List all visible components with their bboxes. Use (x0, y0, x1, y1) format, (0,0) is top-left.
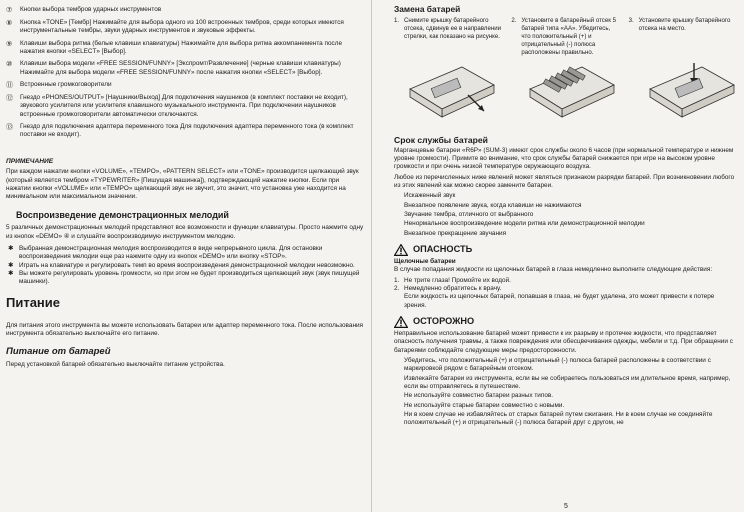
control-item-text: Клавиши выбора ритма (белые клавиши клавиатуры) Нажимайте для выбора ритма аккомпанемента после нажатия кнопки «SELECT» [Выбор]. (20, 39, 342, 56)
control-item-text: Встроенные громкоговорители (20, 81, 112, 89)
life-symptom: Искаженный звук (404, 192, 456, 200)
caution-item: Убедитесь, что положительный (+) и отрицательный (-) полюса батарей расположены в соответствии с маркировкой рядом с батарейным отсеком. (404, 356, 711, 373)
control-item (6, 40, 364, 57)
danger-after-text: Если жидкость из щелочных батарей, попавшая в глаза, не будет удалена, это может привести к потере зрения. (404, 293, 715, 309)
danger-step (394, 277, 738, 285)
replace-step-number: 1. (394, 16, 400, 24)
caution-heading-text: ОСТОРОЖНО (413, 315, 475, 326)
demo-bullet (8, 262, 364, 270)
caution-item: Не используйте совместно батареи разных типов. (404, 392, 554, 400)
control-item-number: ⑫ (6, 95, 13, 103)
bullet-marker: ✱ (8, 261, 14, 269)
danger-steps-list (394, 277, 738, 294)
page-number: 5 (564, 503, 568, 510)
life-symptoms-list (404, 192, 738, 238)
caution-item: Ни в коем случае не избавляйтесь от старых батарей путем сжигания. Ни в коем случае не соединяйте положительный (+) и отрицательный (-) полюса батарей друг с другом, не (404, 410, 713, 427)
control-item (6, 6, 364, 15)
danger-step-number: 1. (394, 276, 400, 284)
controls-list (6, 6, 364, 140)
control-item-number: ⑦ (6, 7, 13, 14)
control-item-text: Гнездо для подключения адаптера переменного тока Для подключения адаптера переменного тока (в комплект поставки не входит). (20, 123, 354, 139)
life-symptom: Внезапное появление звука, когда клавиши не нажимаются (404, 201, 582, 209)
danger-heading (394, 244, 738, 256)
replace-step (394, 17, 503, 57)
power-heading: Питание (6, 294, 61, 310)
demo-bullet-text: Вы можете регулировать уровень громкости, но при этом не будет производиться щелкающий звук (звук пишущей машинки). (19, 270, 360, 286)
caution-item: Не используйте старые батареи совместно с новыми. (404, 401, 565, 409)
replace-steps (394, 17, 738, 57)
demo-text: 5 различных демонстрационных мелодий представляют все возможности и функции клавиатуры. Просто нажмите одну из кнопок «DEMO» ④ и слушайте воспроизводимую инструментом мелодию. (6, 224, 364, 240)
control-item-text: Кнопка «TONE» [Тембр] Нажимайте для выбора одного из 100 встроенных тембров, среди которых имеются инструментальные тембры, звуки ударных инструментов и звуковые эффекты. (20, 19, 344, 35)
danger-heading-text: ОПАСНОСТЬ (413, 244, 473, 254)
life-symptom: Звучание тембра, отличного от выбранного (404, 211, 534, 218)
control-item-number: ⑩ (6, 61, 13, 69)
control-item (6, 60, 364, 77)
demo-bullet (8, 270, 364, 287)
warning-triangle-icon (394, 244, 408, 256)
life-symptom: Ненормальное воспроизведение модели ритма или демонстрационной мелодии (404, 220, 645, 228)
battery-figures (402, 59, 738, 129)
control-item-text: Кнопки выбора тембров ударных инструментов (20, 6, 162, 13)
replace-heading: Замена батарей (394, 4, 461, 14)
danger-step-number: 2. (394, 284, 400, 292)
power-text: Для питания этого инструмента вы можете использовать батареи или адаптер переменного тока. После использования инструмента обязательно выключайте его питание. (6, 321, 363, 337)
battery-insert-figure (522, 59, 618, 125)
battery-cover-removal-figure (402, 59, 498, 125)
note-text: При каждом нажатии кнопки «VOLUME», «TEMPO», «PATTERN SELECT» или «TONE» производится щелкающий звук (который является тембром «TYPEWRITER» [Пишущая машинка]), подтверждающий нажатие кнопки. Если при нажатии кнопки «VOLUME» или «TEMPO» щелкающий звук не звучит, это значит, что установка уже находится на минимальном или максимальном значении. (6, 168, 359, 201)
control-item-text: Клавиши выбора модели «FREE SESSION/FUNNY» [Экспромт/Развлечение] (черные клавиши клавиатуры) Нажимайте для выбора модели «FREE SESSION/FUNNY» после нажатия кнопки «SELECT» [Выбор]. (20, 60, 341, 76)
demo-heading: Воспроизведение демонстрационных мелодий (16, 209, 229, 220)
demo-bullet (8, 245, 364, 262)
bullet-marker: ✱ (8, 245, 14, 253)
replace-step (511, 17, 620, 57)
control-item-number: ⑪ (6, 82, 13, 90)
control-item (6, 94, 364, 119)
danger-subheading: Щелочные батареи (394, 257, 456, 265)
note-heading: ПРИМЕЧАНИЕ (6, 157, 54, 165)
battery-cover-replace-figure (642, 59, 738, 125)
life-heading: Срок службы батарей (394, 134, 488, 145)
bullet-marker: ✱ (8, 270, 14, 277)
caution-text: Неправильное использование батарей может привести к их разрыву и протечке жидкости, что представляет опасность получения травмы, а также повреждения или обесцвечивания одежды, мебели и т.д. При обращении с батареями соблюдайте следующие меры предосторожности. (394, 329, 733, 354)
replace-step-number: 2. (511, 16, 517, 24)
control-item-number: ⑬ (6, 124, 13, 132)
replace-step-number: 3. (628, 16, 634, 24)
danger-step-text: Немедленно обратитесь к врачу. (404, 284, 502, 292)
battery-text: Перед установкой батарей обязательно выключайте питание устройства. (6, 360, 225, 368)
control-item-text: Гнездо «PHONES/OUTPUT» [Наушники/Выход] Для подключения наушников (в комплект поставки не входит), звукового усилителя или усилителя клавишного музыкального инструмента. При подключении наушников встроенные громкоговорители автоматически отключаются. (20, 94, 348, 118)
control-item (6, 19, 364, 36)
demo-bullets (6, 245, 364, 287)
battery-heading: Питание от батарей (6, 346, 111, 358)
replace-step-text: Установите крышку батарейного отсека на место. (638, 16, 731, 32)
danger-step-text: Не трите глаза! Промойте их водой. (404, 276, 511, 284)
control-item (6, 81, 364, 90)
life-text-2: Любое из перечисленных ниже явлений может являться признаком разрядки батарей. При возникновении любого из этих явлений как можно скорее замените батареи. (394, 173, 735, 190)
warning-triangle-icon (394, 316, 408, 328)
caution-heading (394, 316, 738, 328)
demo-bullet-text: Выбранная демонстрационная мелодия воспроизводится в виде непрерывного цикла. Для остановки воспроизведения мелодии еще раз нажмите одну из кнопок «DEMO» или кнопку «STOP». (19, 245, 323, 261)
control-item-number: ⑨ (6, 40, 13, 48)
control-item-number: ⑧ (6, 20, 13, 28)
right-page (372, 0, 744, 512)
danger-text: В случае попадания жидкости из щелочных батарей в глаза немедленно выполните следующие действия: (394, 266, 713, 274)
caution-list (404, 357, 738, 428)
caution-item: Извлекайте батареи из инструмента, если вы не собираетесь пользоваться им длительное время, например, если вы отправляетесь в путешествие. (404, 374, 731, 390)
replace-step (629, 17, 738, 57)
control-item (6, 123, 364, 140)
life-text-1: Марганцевые батареи «R6P» (SUM-3) имеют срок службы около 6 часов (при нормальной температуре и нижнем уровне громкости). Примите во внимание, что срок службы батарей снижается при игре на высоком уровне громкости и при очень низкой температуре окружающего воздуха. (394, 146, 734, 171)
demo-bullet-text: Играть на клавиатуре и регулировать темп во время воспроизведения демонстрационной мелодии невозможно. (19, 261, 355, 269)
replace-step-text: Установите в батарейный отсек 5 батарей типа «AA». Убедитесь, что положительный (+) и отрицательный (-) полюса расположены правильно. (521, 16, 616, 56)
replace-step-text: Снимите крышку батарейного отсека, сдвинув ее в направлении стрелки, как показано на рисунке. (404, 16, 502, 40)
life-symptom: Внезапное прекращение звучания (404, 229, 507, 237)
